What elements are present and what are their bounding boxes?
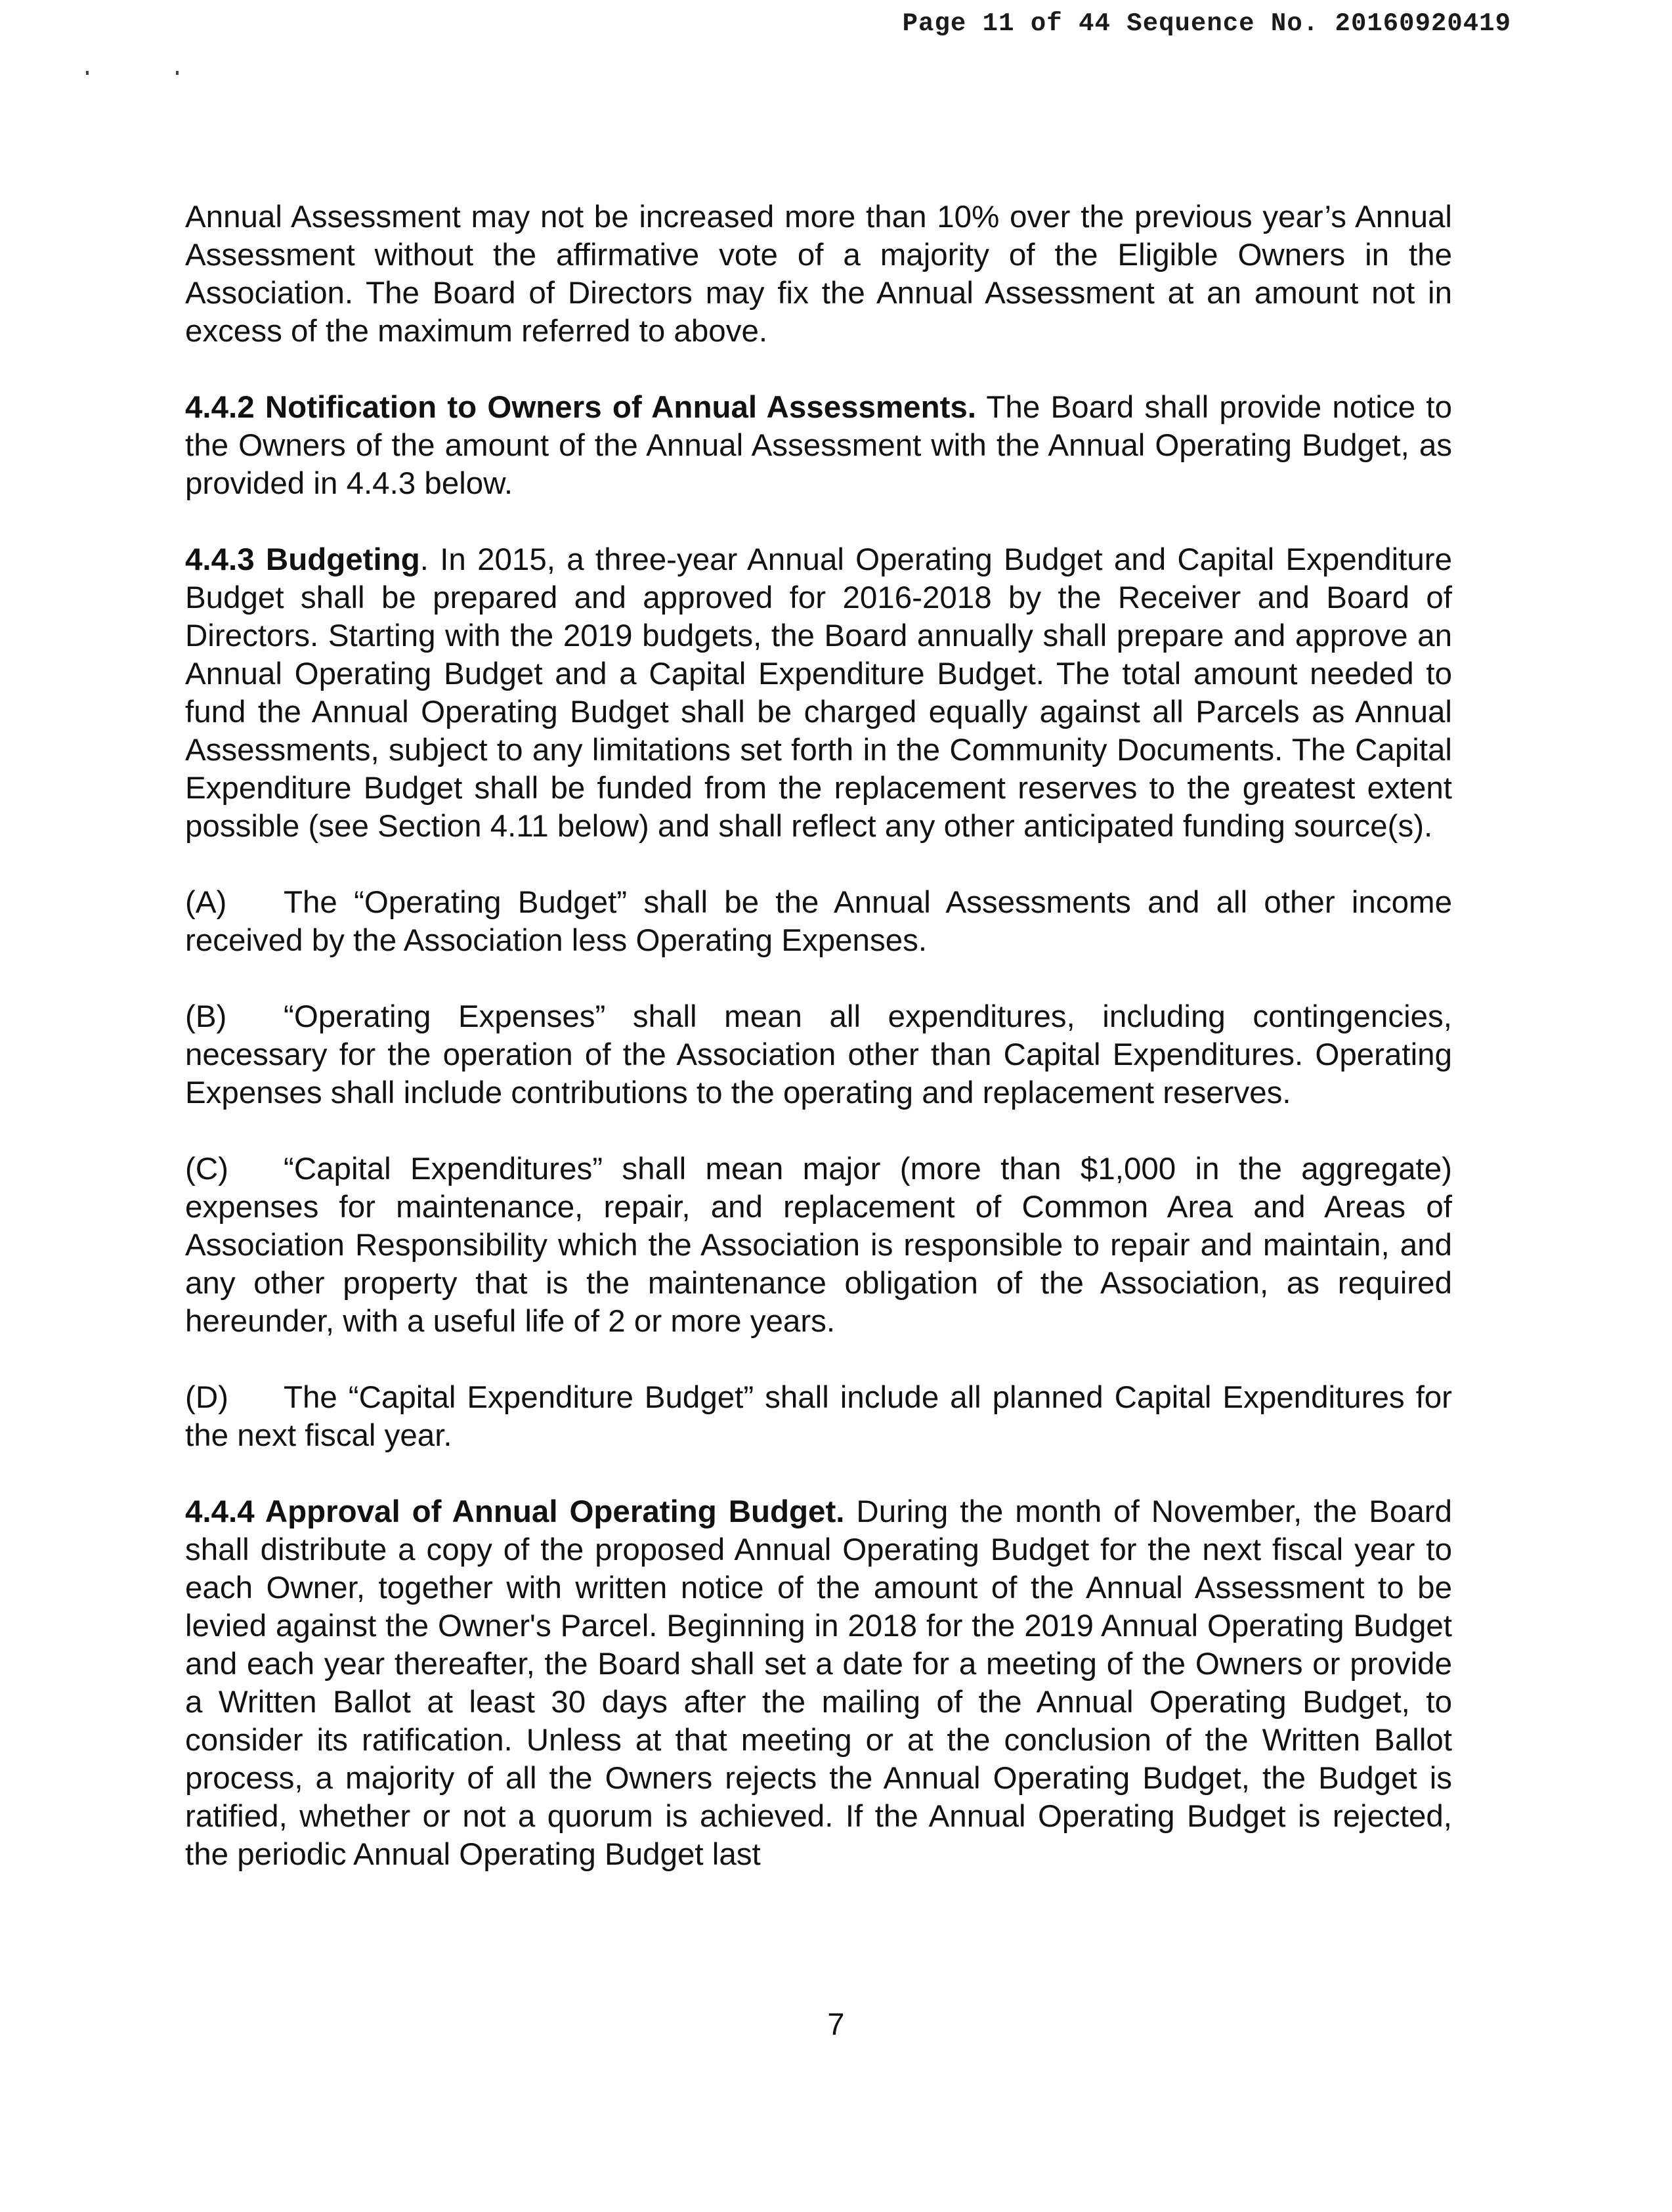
section-heading: 4.4.2 Notification to Owners of Annual Assessments.	[185, 390, 977, 425]
scan-speck	[176, 71, 179, 75]
paragraph-text: . In 2015, a three-year Annual Operating Budget and Capital Expenditure Budget shall be prepared and approved for 2016-2018 by the Receiver and Board of Directors. Starting with the 2019 budgets, the Board annually shall prepare and approve an Annual Operating Budget and a Capital Expenditure Budget. The total amount needed to fund the Annual Operating Budget shall be charged equally against all Parcels as Annual Assessments, subject to any limitations set forth in the Community Documents. The Capital Expenditure Budget shall be funded from the replacement reserves to the greatest extent possible (see Section 4.11 below) and shall reflect any other anticipated funding source(s).	[185, 542, 1452, 844]
paragraph-annual-assessment-limit	[185, 198, 1452, 351]
paragraph-text: “Operating Expenses” shall mean all expenditures, including contingencies, necessary for the operation of the Association other than Capital Expenditures. Operating Expenses shall include contributions to the operating and replacement reserves.	[185, 999, 1452, 1110]
paragraph-text: The “Capital Expenditure Budget” shall include all planned Capital Expenditures for the next fiscal year.	[185, 1380, 1452, 1453]
paragraph-text: “Capital Expenditures” shall mean major (more than $1,000 in the aggregate) expenses for maintenance, repair, and replacement of Common Area and Areas of Association Responsibility which the Association is responsible to repair and maintain, and any other property that is the maintenance obligation of the Association, as required hereunder, with a useful life of 2 or more years.	[185, 1152, 1452, 1339]
paragraph-text: Annual Assessment may not be increased more than 10% over the previous year’s Annual Assessment without the affirmative vote of a majority of the Eligible Owners in the Association. The Board of Directors may fix the Annual Assessment at an amount not in excess of the maximum referred to above.	[185, 200, 1452, 349]
paragraph-text: The Board shall provide notice to the Owners of the amount of the Annual Assessment with the Annual Operating Budget, as provided in 4.4.3 below.	[185, 390, 1452, 501]
paragraph-text: During the month of November, the Board shall distribute a copy of the proposed Annual Operating Budget for the next fiscal year to each Owner, together with written notice of the amount of the Annual Assessment to be levied against the Owner's Parcel. Beginning in 2018 for the 2019 Annual Operating Budget and each year thereafter, the Board shall set a date for a meeting of the Owners or provide a Written Ballot at least 30 days after the mailing of the Annual Operating Budget, to consider its ratification. Unless at that meeting or at the conclusion of the Written Ballot process, a majority of all the Owners rejects the Annual Operating Budget, the Budget is ratified, whether or not a quorum is achieved. If the Annual Operating Budget is rejected, the periodic Annual Operating Budget last	[185, 1494, 1453, 1872]
list-item-a	[185, 884, 1452, 960]
page-header: Page 11 of 44 Sequence No. 20160920419	[902, 9, 1511, 38]
page-number: 7	[827, 2006, 845, 2041]
list-item-label: (B)	[185, 999, 227, 1034]
list-item-label: (D)	[185, 1380, 228, 1415]
list-item-d	[185, 1379, 1452, 1455]
section-4-4-3	[185, 541, 1452, 846]
list-item-label: (C)	[185, 1152, 228, 1186]
list-item-c	[185, 1150, 1452, 1341]
paragraph-text: The “Operating Budget” shall be the Annual Assessments and all other income received by the Association less Operating Expenses.	[185, 885, 1452, 958]
list-item-b	[185, 998, 1452, 1112]
section-4-4-2	[185, 389, 1452, 503]
document-body	[185, 198, 1452, 1912]
section-heading: 4.4.3 Budgeting	[185, 542, 420, 577]
section-4-4-4	[185, 1493, 1452, 1874]
section-heading: 4.4.4 Approval of Annual Operating Budget.	[185, 1494, 845, 1529]
scan-speck	[86, 71, 89, 75]
list-item-label: (A)	[185, 885, 227, 920]
